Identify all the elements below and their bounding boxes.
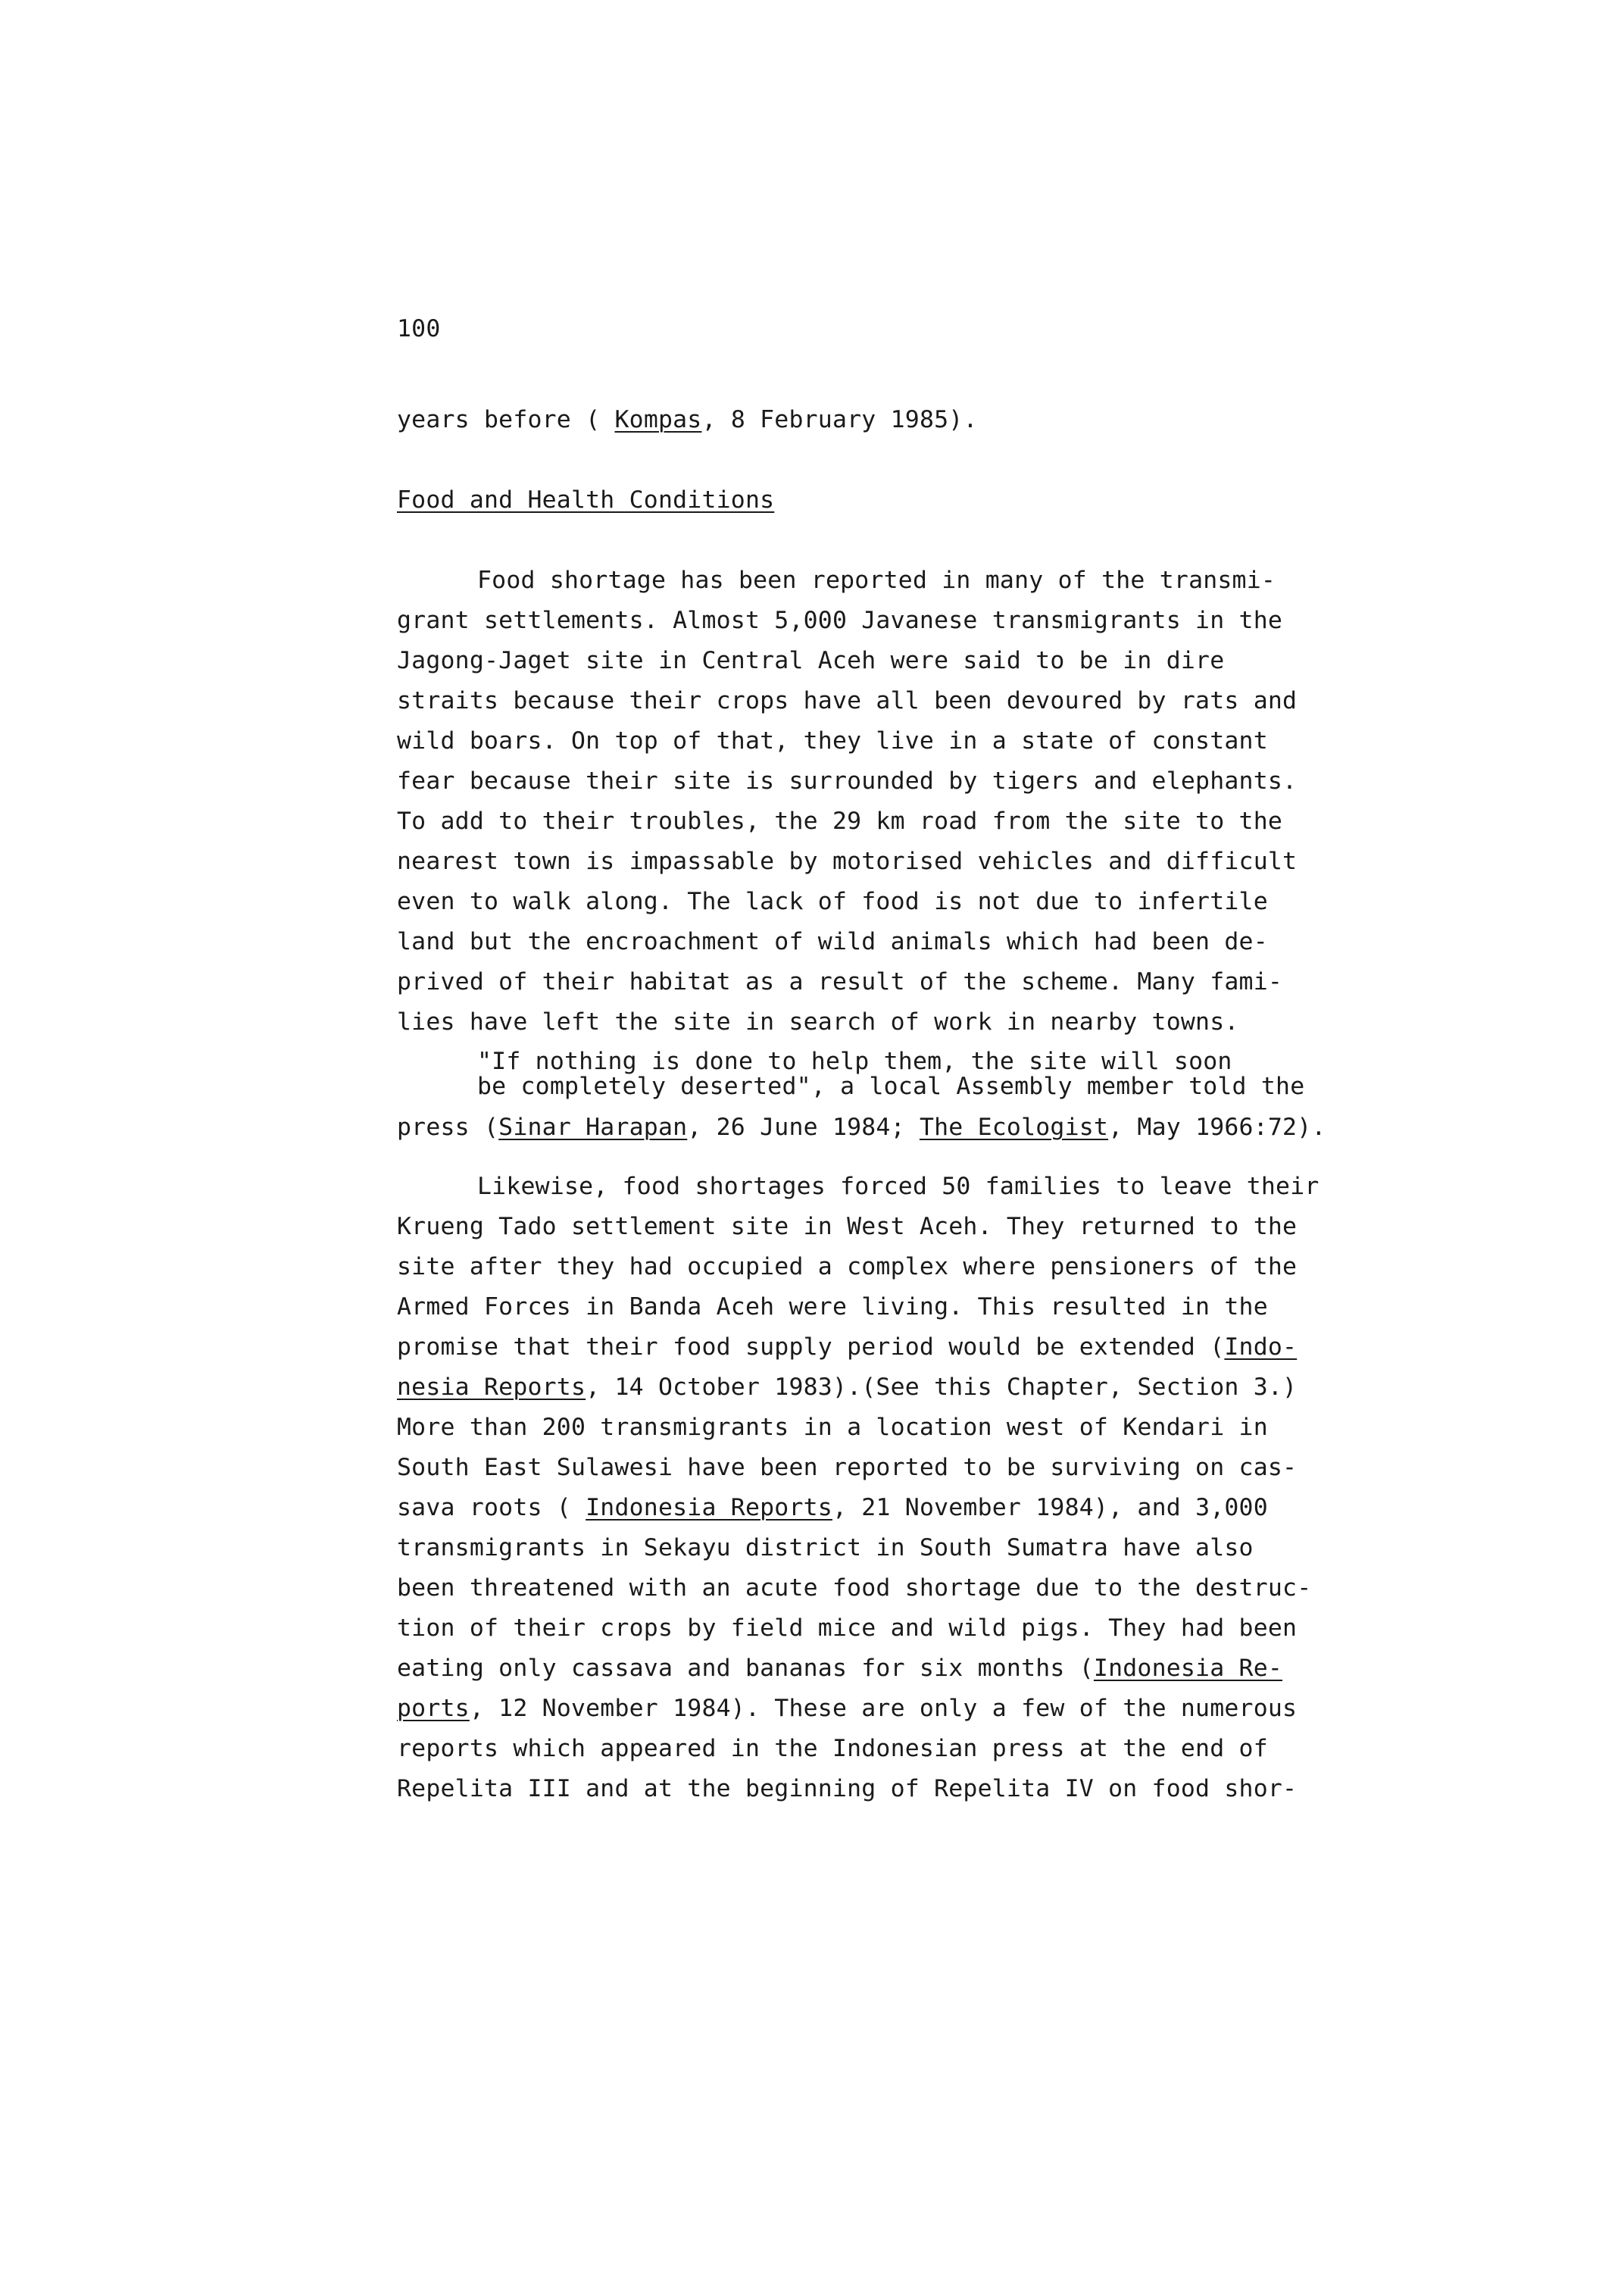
- text: eating only cassava and bananas for six months (: [397, 1655, 1094, 1682]
- citation: Sinar Harapan: [498, 1114, 688, 1141]
- text: years before (: [397, 406, 615, 433]
- paragraph-line: Armed Forces in Banda Aceh were living. This resulted in the: [397, 1293, 1268, 1321]
- paragraph-line: Jagong-Jaget site in Central Aceh were said to be in dire: [397, 647, 1225, 674]
- continuation-line: [397, 405, 978, 435]
- text: , 26 June 1984;: [687, 1114, 920, 1141]
- citation: Indonesia Reports: [586, 1494, 832, 1521]
- paragraph-line: grant settlements. Almost 5,000 Javanese transmigrants in the: [397, 607, 1283, 634]
- paragraph-line: fear because their site is surrounded by tigers and elephants.: [397, 767, 1298, 795]
- paragraph-line: To add to their troubles, the 29 km road from the site to the: [397, 808, 1283, 835]
- quote-line: be completely deserted", a local Assembly member told the: [477, 1073, 1305, 1100]
- paragraph-line: land but the encroachment of wild animals which had been de-: [397, 928, 1268, 955]
- paragraph-line: [397, 1332, 1297, 1362]
- citation: Kompas: [614, 406, 702, 433]
- citation: Indonesia Re-: [1093, 1655, 1283, 1682]
- paragraph-line: [397, 1693, 1297, 1724]
- paragraph-line: straits because their crops have all been devoured by rats and: [397, 687, 1298, 714]
- paragraph-line: Repelita III and at the beginning of Repelita IV on food shor-: [397, 1775, 1298, 1802]
- paragraph-line: Likewise, food shortages forced 50 families to leave their: [477, 1173, 1320, 1200]
- text: press (: [397, 1114, 499, 1141]
- text: , 21 November 1984), and 3,000: [832, 1494, 1268, 1521]
- section-heading: Food and Health Conditions: [397, 486, 775, 514]
- paragraph-line: Food shortage has been reported in many of the transmi-: [477, 567, 1276, 594]
- quote-line: [397, 1112, 1326, 1142]
- paragraph-line: reports which appeared in the Indonesian press at the end of: [397, 1735, 1268, 1762]
- paragraph-line: [397, 1372, 1297, 1402]
- paragraph-line: More than 200 transmigrants in a location west of Kendari in: [397, 1414, 1268, 1441]
- paragraph-line: [397, 1653, 1282, 1683]
- text: , 8 February 1985).: [701, 406, 978, 433]
- paragraph-line: nearest town is impassable by motorised vehicles and difficult: [397, 848, 1298, 875]
- text: promise that their food supply period would be extended (: [397, 1333, 1225, 1361]
- citation: The Ecologist: [919, 1114, 1109, 1141]
- paragraph-line: been threatened with an acute food shortage due to the destruc-: [397, 1574, 1312, 1602]
- paragraph-line: lies have left the site in search of work in nearby towns.: [397, 1008, 1239, 1036]
- citation: nesia Reports: [397, 1374, 586, 1401]
- quote-line: "If nothing is done to help them, the site will soon: [477, 1048, 1232, 1075]
- citation: Indo-: [1224, 1333, 1298, 1361]
- text: , 14 October 1983).(See this Chapter, Section 3.): [586, 1374, 1298, 1401]
- paragraph-line: Krueng Tado settlement site in West Aceh. They returned to the: [397, 1213, 1298, 1240]
- paragraph-line: site after they had occupied a complex where pensioners of the: [397, 1253, 1298, 1280]
- text: , 12 November 1984). These are only a few of the numerous: [469, 1695, 1298, 1722]
- page-number: 100: [397, 315, 441, 342]
- text: , May 1966:72).: [1108, 1114, 1326, 1141]
- citation: ports: [397, 1695, 470, 1722]
- paragraph-line: [397, 1492, 1268, 1523]
- paragraph-line: South East Sulawesi have been reported to be surviving on cas-: [397, 1454, 1298, 1481]
- paragraph-line: transmigrants in Sekayu district in South Sumatra have also: [397, 1534, 1254, 1561]
- text: sava roots (: [397, 1494, 586, 1521]
- paragraph-line: wild boars. On top of that, they live in a state of constant: [397, 727, 1268, 755]
- paragraph-line: prived of their habitat as a result of the scheme. Many fami-: [397, 968, 1283, 995]
- paragraph-line: even to walk along. The lack of food is not due to infertile: [397, 888, 1268, 915]
- paragraph-line: tion of their crops by field mice and wild pigs. They had been: [397, 1614, 1298, 1642]
